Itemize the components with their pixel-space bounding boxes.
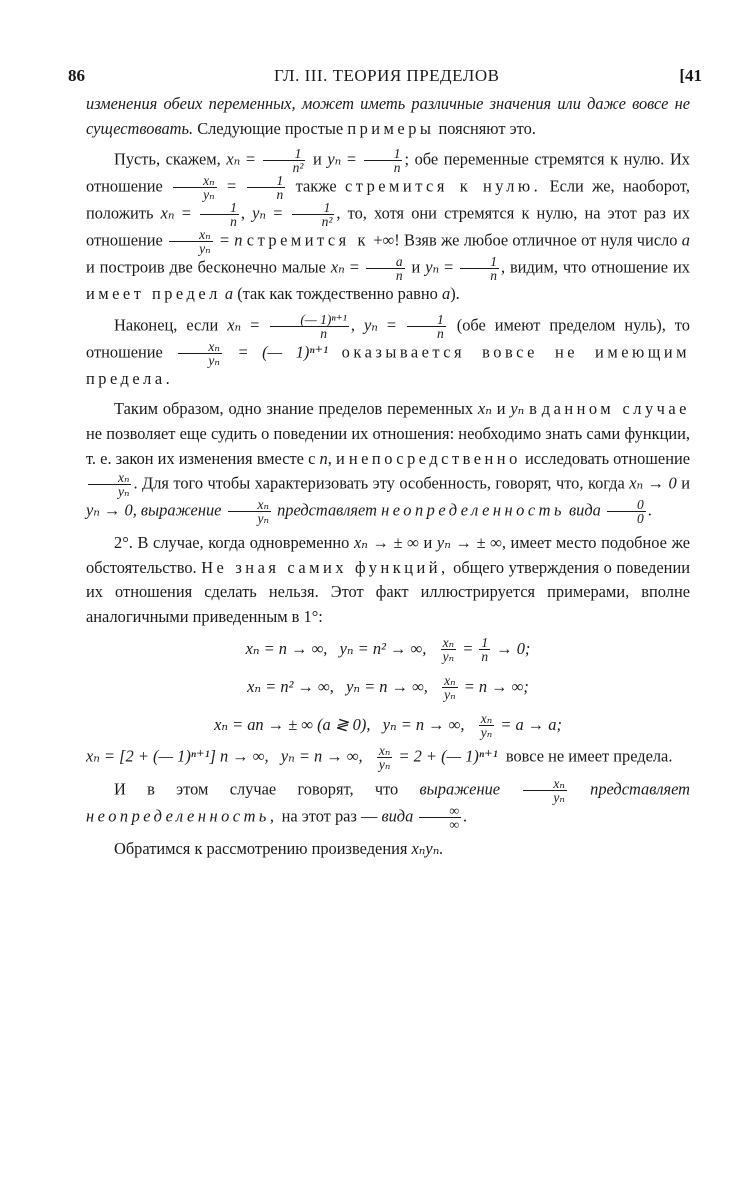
paragraph-2: Пусть, скажем, xₙ = $\frac{1}{\text{n²}}$ и yₙ = $\frac{1}{n}$ ; обе переменные стремятся к нулю. Их отношение $\frac{\text{xₙ}}{\text{yₙ}}$ = $\frac{1}{n}$ также стремится к нулю. Если же, наоборот, положить xₙ = $\frac{1}{n}$ , yₙ = $\frac{1}{\text{n²}}$ , то, хотя они стремятся к нулю, на этот раз их отношение $\frac{\text{xₙ}}{\text{yₙ}}$ = n стремится к +∞! Взяв же любое отличное от нуля число a и построив две бесконечно малые xₙ = $\frac{a}{n}$ и yₙ = $\frac{1}{n}$ , видим, что отношение их имеет предел a (так как тождественно равно a). <box>86 146 690 304</box>
equation-3: xₙ = an → ± ∞ (a ≷ 0), yₙ = n → ∞, $\frac{\text{xₙ}}{\text{yₙ}}$ = a → a; <box>214 711 562 741</box>
book-page <box>68 62 702 861</box>
paragraph-3: Наконец, если xₙ = $\frac{\text{(— 1)ⁿ⁺¹}}{n}$ , yₙ = $\frac{1}{n}$ (обе имеют пределом нуль), то отношение $\frac{\text{xₙ}}{\text{yₙ}}$ = (— 1)ⁿ⁺¹ оказывается вовсе не имеющим предела. <box>86 311 690 388</box>
fraction: $\frac{1}{\text{n²}}$ <box>263 147 306 174</box>
fraction: $\frac{\text{xₙ}}{\text{yₙ}}$ <box>378 742 391 772</box>
equation-2: xₙ = n² → ∞, yₙ = n → ∞, $\frac{\text{xₙ}}{\text{yₙ}}$ = n → ∞; <box>247 673 529 703</box>
fraction: $\frac{1}{n}$ <box>200 201 239 228</box>
fraction: $\frac{1}{n}$ <box>407 313 446 340</box>
fraction: $\frac{1}{n}$ <box>460 255 499 282</box>
paragraph-7: Обратимся к рассмотрению произведения xₙyₙ. <box>114 838 444 858</box>
running-title: ГЛ. III. ТЕОРИЯ ПРЕДЕЛОВ <box>274 66 500 85</box>
equation-4: xₙ = [2 + (— 1)ⁿ⁺¹] n → ∞, yₙ = n → ∞, $\frac{\text{xₙ}}{\text{yₙ}}$ = 2 + (— 1)ⁿ⁺¹ вовсе не имеет предела. <box>86 742 673 772</box>
fraction: $\frac{\text{xₙ}}{\text{yₙ}}$ <box>88 471 131 498</box>
fraction: $\frac{\text{xₙ}}{\text{yₙ}}$ <box>442 635 455 665</box>
fraction: $\frac{1}{n}$ <box>481 635 489 665</box>
fraction: $\frac{\text{xₙ}}{\text{yₙ}}$ <box>480 711 493 741</box>
paragraph-5: 2°. В случае, когда одновременно xₙ → ± ∞ и yₙ → ± ∞, имеет место подобное же обстоятельство. Не зная самих функций, общего утверждения о поведении их отношения сделать нельзя. Этот факт иллюстрируется примерами, вполне аналогичными приведенным в 1°: <box>86 533 690 626</box>
fraction: $\frac{1}{\text{n²}}$ <box>292 201 335 228</box>
fraction: $\frac{1}{n}$ <box>364 147 403 174</box>
paragraph-6: И в этом случае говорят, что выражение $\frac{\text{xₙ}}{\text{yₙ}}$ представляет неопределенность, на этот раз — вида ∞ ∞ . <box>86 775 690 832</box>
paragraph-4: Таким образом, одно знание пределов переменных xₙ и yₙ в данном случае не позволяет еще судить о поведении их отношения: необходимо знать сами функции, т. е. закон их изменения вместе с n, и непосредственно исследовать отношение $\frac{\text{xₙ}}{\text{yₙ}}$ . Для того чтобы характеризовать эту особенность, говорят, что, когда xₙ → 0 и yₙ → 0, выражение $\frac{\text{xₙ}}{\text{yₙ}}$ представляет неопределенность вида $\frac{0}{0}$ . <box>86 399 691 527</box>
fraction: $\frac{0}{0}$ <box>607 498 646 525</box>
page-header <box>68 62 702 92</box>
fraction: $\frac{\text{xₙ}}{\text{yₙ}}$ <box>228 498 271 525</box>
fraction: $\frac{\text{xₙ}}{\text{yₙ}}$ <box>444 673 456 703</box>
fraction: ∞ ∞ <box>419 804 461 831</box>
fraction: $\frac{1}{n}$ <box>247 174 286 201</box>
fraction: $\frac{\text{xₙ}}{\text{yₙ}}$ <box>178 340 221 367</box>
equation-1: xₙ = n → ∞, yₙ = n² → ∞, $\frac{\text{xₙ}}{\text{yₙ}}$ = $\frac{1}{n}$ → 0; <box>245 635 531 665</box>
fraction: $\frac{\text{xₙ}}{\text{yₙ}}$ <box>173 174 216 201</box>
fraction: $\frac{\text{xₙ}}{\text{yₙ}}$ <box>523 777 566 804</box>
page-number: 86 <box>68 66 85 85</box>
paragraph-1: изменения обеих переменных, может иметь различные значения или даже вовсе не существовать. Следующие простые примеры поясняют это. <box>86 94 690 138</box>
fraction: $\frac{a}{n}$ <box>366 255 405 282</box>
fraction: $\frac{\text{(— 1)ⁿ⁺¹}}{n}$ <box>270 313 349 340</box>
fraction: $\frac{\text{xₙ}}{\text{yₙ}}$ <box>169 228 212 255</box>
section-number: [41 <box>679 66 702 85</box>
